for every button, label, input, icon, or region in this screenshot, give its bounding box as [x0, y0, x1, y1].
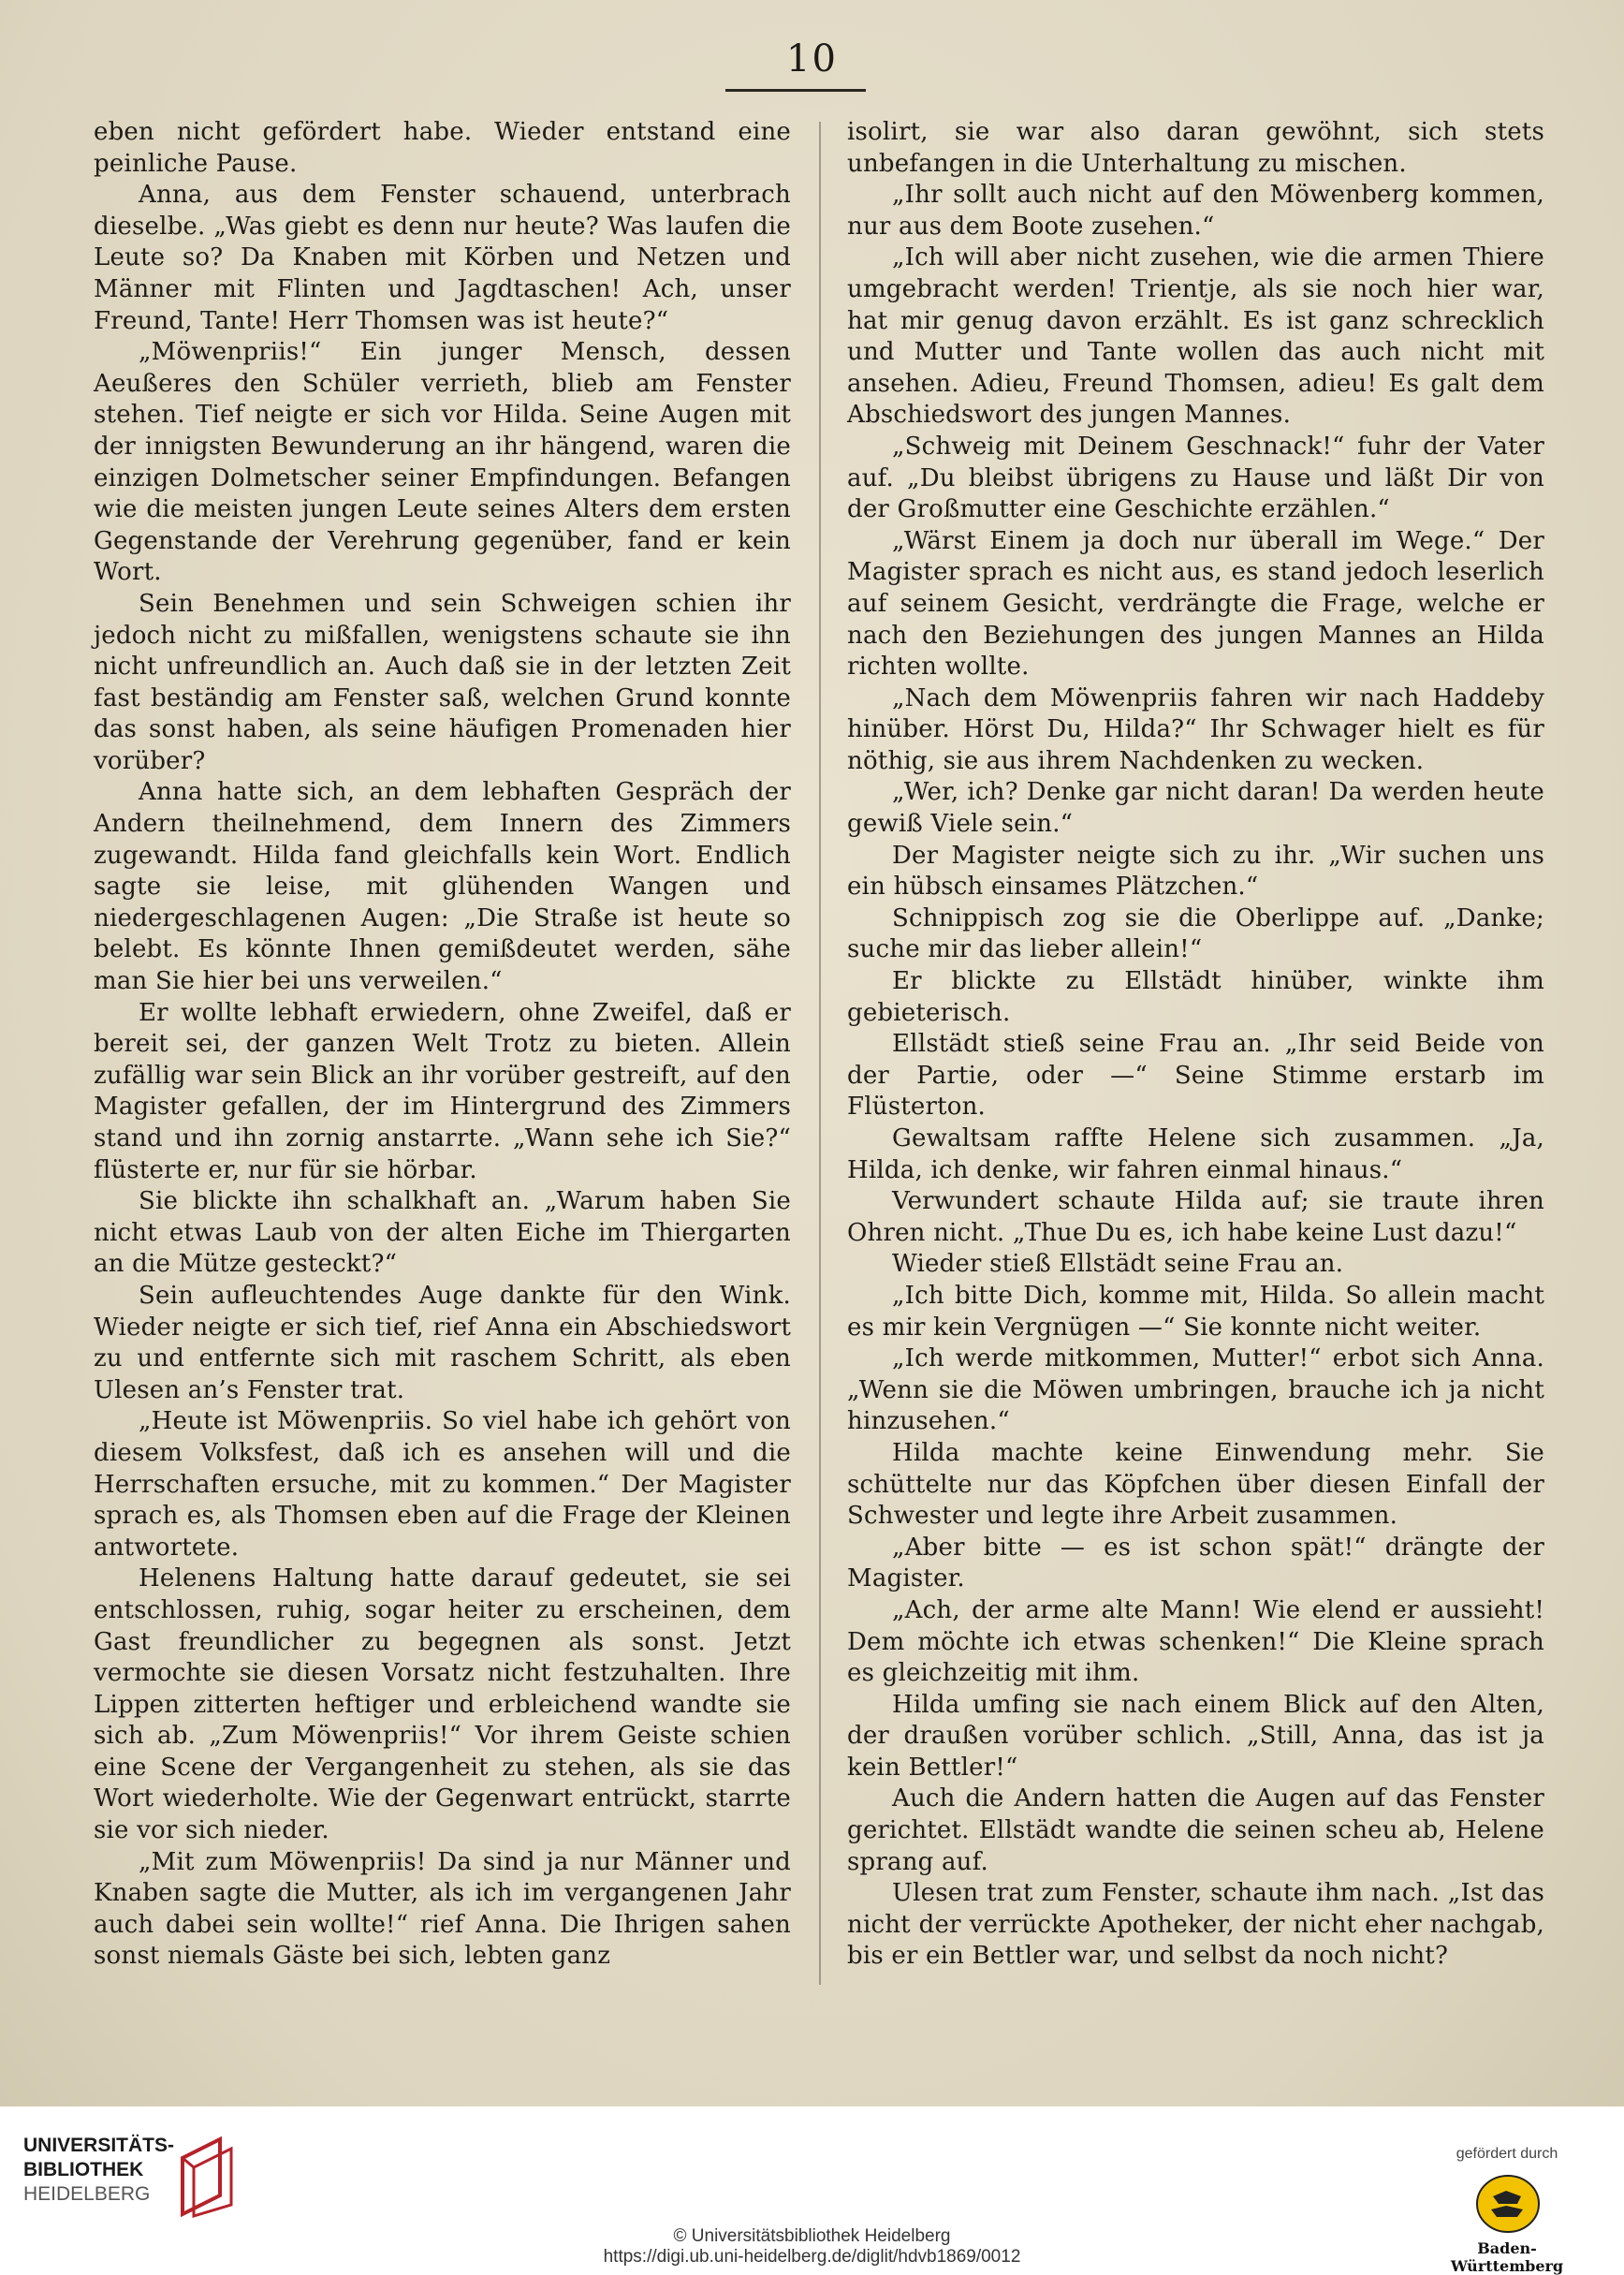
page-number-rule	[725, 89, 866, 92]
paragraph: Anna, aus dem Fenster schauend, unterbrach dieselbe. „Was giebt es denn nur heute? Was laufen die Leute so? Da Knaben mit Körben und Netzen und Männer mit Flinten und Jagdtaschen! Ach, unser Freund, Tante! Herr Thomsen was ist heute?“	[94, 181, 791, 335]
paragraph: Verwundert schaute Hilda auf; sie traute ihren Ohren nicht. „Thue Du es, ich habe keine Lust dazu!“	[847, 1187, 1544, 1247]
paragraph: „Mit zum Möwenpriis! Da sind ja nur Männer und Knaben sagte die Mutter, als ich im vergangenen Jahr auch dabei sein wollte!“ rief Anna. Die Ihrigen sahen sonst niemals Gäste bei sich, lebten ganz	[94, 1847, 791, 1971]
paragraph: Der Magister neigte sich zu ihr. „Wir suchen uns ein hübsch einsames Plätzchen.“	[847, 841, 1544, 902]
library-logo[interactable]	[23, 2130, 248, 2233]
paragraph: „Heute ist Möwenpriis. So viel habe ich gehört von diesem Volksfest, daß ich es ansehen will und die Herrschaften ersuche, mit zu kommen.“ Der Magister sprach es, als Thomsen eben auf die Frage der Kleinen antwortete.	[94, 1407, 791, 1562]
paragraph: „Aber bitte — es ist schon spät!“ drängte der Magister.	[847, 1533, 1544, 1593]
page-number: 10	[786, 37, 838, 81]
paragraph: „Schweig mit Deinem Geschnack!“ fuhr der Vater auf. „Du bleibst übrigens zu Hause und läßt Dir von der Großmutter eine Geschichte erzählen.“	[847, 432, 1544, 524]
paragraph: „Ihr sollt auch nicht auf den Möwenberg kommen, nur aus dem Boote zusehen.“	[847, 181, 1544, 241]
paragraph: „Ich will aber nicht zusehen, wie die armen Thiere umgebracht werden! Trientje, als sie noch hier war, hat mir genug davon erzählt. Es ist ganz schrecklich und Mutter und Tante wollen das auch nicht mit ansehen. Adieu, Freund Thomsen, adieu! Es galt dem Abschiedswort des jungen Mannes.	[847, 243, 1544, 430]
coat-of-arms-icon	[1474, 2172, 1542, 2236]
paragraph: Er blickte zu Ellstädt hinüber, winkte ihm gebieterisch.	[847, 967, 1544, 1027]
paragraph: Ellstädt stieß seine Frau an. „Ihr seid Beide von der Partie, oder —“ Seine Stimme erstarb im Flüsterton.	[847, 1030, 1544, 1122]
copyright-text: © Universitätsbibliothek Heidelberg	[673, 2226, 951, 2246]
text-column-left	[94, 117, 791, 1973]
paragraph: „Wer, ich? Denke gar nicht daran! Da werden heute gewiß Viele sein.“	[847, 778, 1544, 839]
source-url[interactable]: https://digi.ub.uni-heidelberg.de/diglit/hdvb1869/0012	[603, 2247, 1021, 2267]
library-name-line2: BIBLIOTHEK	[23, 2159, 144, 2180]
paragraph: Er wollte lebhaft erwiedern, ohne Zweifel, daß er bereit sei, der ganzen Welt Trotz zu bieten. Allein zufällig war sein Blick an ihr vorüber gestreift, auf den Magister gefallen, der im Hintergrund des Zimmers stand und ihn zornig anstarrte. „Wann sehe ich Sie?“ flüsterte er, nur für sie hörbar.	[94, 998, 791, 1184]
paragraph: Hilda machte keine Einwendung mehr. Sie schüttelte nur das Köpfchen über diesen Einfall der Schwester und legte ihre Arbeit zusammen.	[847, 1438, 1544, 1531]
paragraph: Helenens Haltung hatte darauf gedeutet, sie sei entschlossen, ruhig, sogar heiter zu erscheinen, dem Gast freundlicher zu begegnen als sonst. Jetzt vermochte sie diesen Vorsatz nicht festzuhalten. Ihre Lippen zitterten heftiger und erbleichend wandte sie sich ab. „Zum Möwenpriis!“ Vor ihrem Geiste schien eine Scene der Vergangenheit zu stehen, als sie das Wort wiederholte. Wie der Gegenwart entrückt, starrte sie vor sich nieder.	[94, 1564, 791, 1845]
funder-name: Baden-Württemberg	[1450, 2239, 1564, 2275]
paragraph: „Ach, der arme alte Mann! Wie elend er aussieht! Dem möchte ich etwas schenken!“ Die Kleine sprach es gleichzeitig mit ihm.	[847, 1595, 1544, 1688]
copyright-block	[0, 2226, 1624, 2268]
text-column-right	[847, 117, 1544, 1973]
paragraph: eben nicht gefördert habe. Wieder entstand eine peinliche Pause.	[94, 118, 791, 178]
funder-logo[interactable]	[1423, 2146, 1610, 2275]
paragraph: Schnippisch zog sie die Oberlippe auf. „Danke; suche mir das lieber allein!“	[847, 903, 1544, 964]
paragraph: „Möwenpriis!“ Ein junger Mensch, dessen Aeußeres den Schüler verrieth, blieb am Fenster stehen. Tief neigte er sich vor Hilda. Seine Augen mit der innigsten Bewunderung an ihr hängend, waren die einzigen Dolmetscher seiner Empfindungen. Befangen wie die meisten jungen Leute seines Alters dem ersten Gegenstande der Verehrung gegenüber, fand er kein Wort.	[94, 338, 791, 587]
library-name	[23, 2134, 174, 2207]
library-name-line1: UNIVERSITÄTS-	[23, 2135, 175, 2156]
paragraph: „Ich werde mitkommen, Mutter!“ erbot sich Anna. „Wenn sie die Möwen umbringen, brauche ich ja nicht hinzusehen.“	[847, 1344, 1544, 1436]
paragraph: Sein Benehmen und sein Schweigen schien ihr jedoch nicht zu mißfallen, wenigstens schaute sie ihn nicht unfreundlich an. Auch daß sie in der letzten Zeit fast beständig am Fenster saß, welchen Grund konnte das sonst haben, als seine häufigen Promenaden hier vorüber?	[94, 589, 791, 775]
paragraph: „Wärst Einem ja doch nur überall im Wege.“ Der Magister sprach es nicht aus, es stand jedoch leserlich auf seinem Gesicht, verdrängte die Frage, welche er nach den Beziehungen des jungen Mannes an Hilda richten wollte.	[847, 526, 1544, 682]
paragraph: Sein aufleuchtendes Auge dankte für den Wink. Wieder neigte er sich tief, rief Anna ein Abschiedswort zu und entfernte sich mit raschem Schritt, als eben Ulesen an’s Fenster trat.	[94, 1281, 791, 1404]
paragraph: Auch die Andern hatten die Augen auf das Fenster gerichtet. Ellstädt wandte die seinen scheu ab, Helene sprang auf.	[847, 1784, 1544, 1876]
paragraph: Ulesen trat zum Fenster, schaute ihm nach. „Ist das nicht der verrückte Apotheker, der nicht eher nachgab, bis er ein Bettler war, und selbst da noch nicht?	[847, 1879, 1544, 1971]
paragraph: Gewaltsam raffte Helene sich zusammen. „Ja, Hilda, ich denke, wir fahren einmal hinaus.“	[847, 1124, 1544, 1184]
paragraph: Hilda umfing sie nach einem Blick auf den Alten, der draußen vorüber schlich. „Still, Anna, das ist ja kein Bettler!“	[847, 1690, 1544, 1782]
column-divider	[819, 122, 821, 1985]
paragraph: Sie blickte ihn schalkhaft an. „Warum haben Sie nicht etwas Laub von der alten Eiche im Thiergarten an die Mütze gesteckt?“	[94, 1187, 791, 1279]
paragraph: Anna hatte sich, an dem lebhaften Gespräch der Andern theilnehmend, dem Innern des Zimmers zugewandt. Hilda fand gleichfalls kein Wort. Endlich sagte sie leise, mit glühenden Wangen und niedergeschlagenen Augen: „Die Straße ist heute so belebt. Es könnte Ihnen gemißdeutet werden, sähe man Sie hier bei uns verweilen.“	[94, 778, 791, 996]
library-emblem-icon	[164, 2130, 248, 2224]
paragraph: Wieder stieß Ellstädt seine Frau an.	[892, 1250, 1344, 1279]
library-name-line3: HEIDELBERG	[23, 2183, 151, 2205]
paragraph: „Nach dem Möwenpriis fahren wir nach Haddeby hinüber. Hörst Du, Hilda?“ Ihr Schwager hielt es für nöthig, sie aus ihrem Nachdenken zu wecken.	[847, 683, 1544, 775]
funded-by-label: gefördert durch	[1456, 2146, 1558, 2162]
paragraph: „Ich bitte Dich, komme mit, Hilda. So allein macht es mir kein Vergnügen —“ Sie konnte nicht weiter.	[847, 1281, 1544, 1342]
paragraph: isolirt, sie war also daran gewöhnt, sich stets unbefangen in die Unterhaltung zu mischen.	[847, 118, 1544, 178]
